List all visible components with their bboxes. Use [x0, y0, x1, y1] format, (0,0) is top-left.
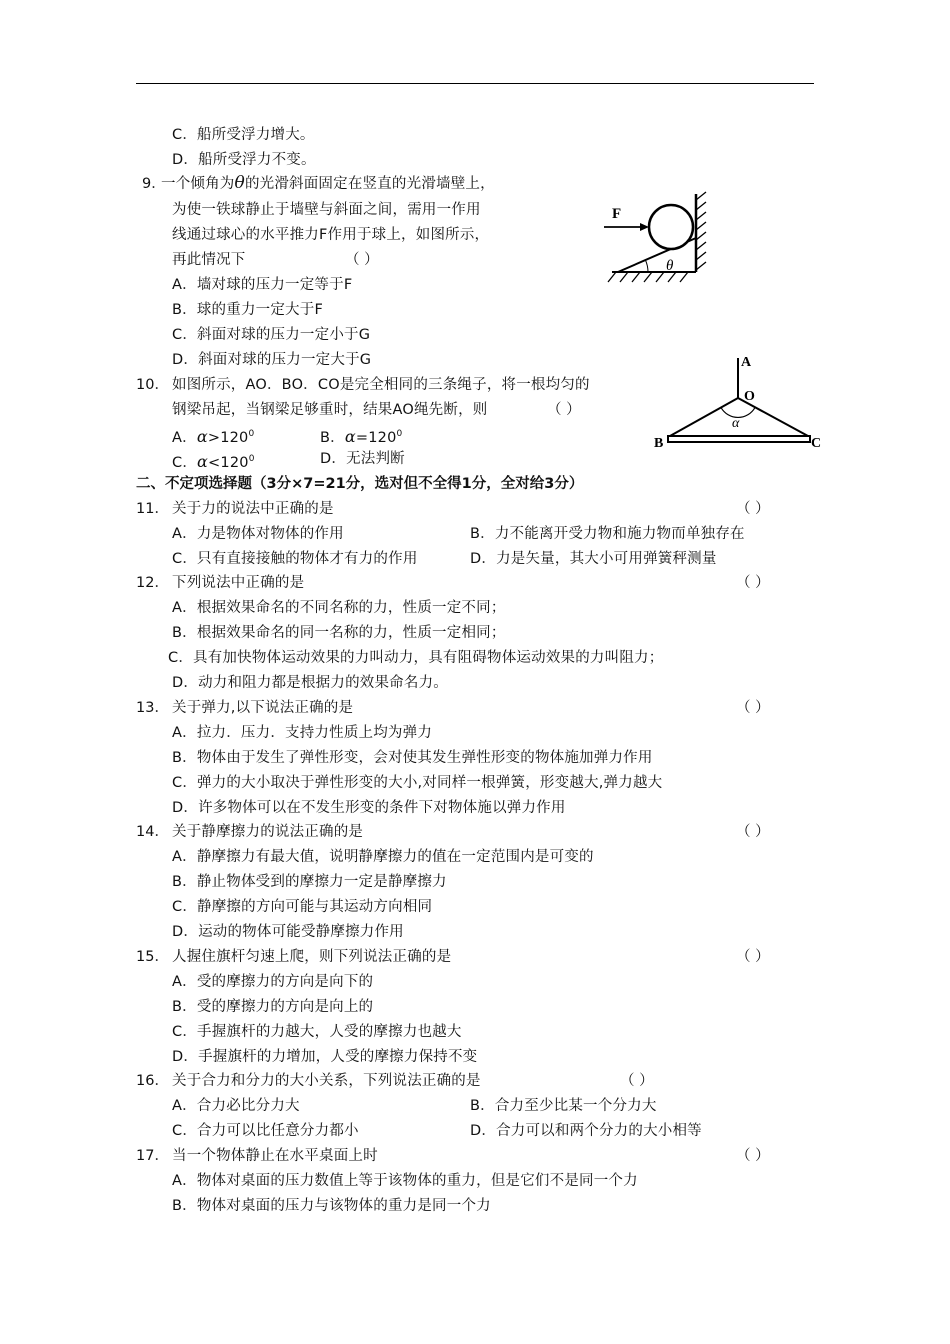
q14-option-c: C．静摩擦的方向可能与其运动方向相同 — [172, 899, 433, 915]
q9-number: 9． — [142, 176, 166, 192]
q13-answer-paren: （ ） — [736, 700, 770, 716]
q12-option-d: D．动力和阻力都是根据力的效果命名力。 — [172, 675, 448, 691]
q17-option-b: B．物体对桌面的压力与该物体的重力是同一个力 — [172, 1198, 491, 1214]
q10-option-c: C．$\alpha<120^0$ — [172, 452, 255, 471]
fig-theta-label: θ — [666, 258, 674, 274]
q9-answer-paren: （ ） — [345, 252, 379, 268]
q15-answer-paren: （ ） — [736, 949, 770, 965]
q9-option-c: C．斜面对球的压力一定小于G — [172, 327, 371, 343]
q12-option-a: A．根据效果命名的不同名称的力，性质一定不同； — [172, 600, 506, 616]
q14-option-d: D．运动的物体可能受静摩擦力作用 — [172, 924, 404, 940]
q10-option-d: D．无法判断 — [320, 451, 405, 467]
q9-stem-line1: 一个倾角为θ的光滑斜面固定在竖直的光滑墙壁上， — [161, 173, 495, 193]
q10-answer-paren: （ ） — [547, 402, 581, 418]
q10-stem-line1: 如图所示，AO．BO．CO是完全相同的三条绳子，将一根均匀的 — [172, 377, 590, 393]
q10-stem-line2: 钢梁吊起，当钢梁足够重时，结果AO绳先断，则 — [172, 402, 488, 418]
alpha-symbol: α — [197, 452, 209, 471]
q15-number: 15． — [136, 949, 169, 965]
q8-option-c: C．船所受浮力增大。 — [172, 127, 315, 143]
q11-option-a: A．力是物体对物体的作用 — [172, 526, 344, 542]
q9-option-a: A．墙对球的压力一定等于F — [172, 277, 353, 293]
q16-answer-paren: （ ） — [620, 1073, 654, 1089]
q12-option-c: C．具有加快物体运动效果的力叫动力，具有阻碍物体运动效果的力叫阻力； — [168, 650, 664, 666]
q12-option-b: B．根据效果命名的同一名称的力，性质一定相同； — [172, 625, 506, 641]
q8-option-d: D．船所受浮力不变。 — [172, 152, 316, 168]
q14-number: 14． — [136, 824, 169, 840]
q11-option-c: C．只有直接接触的物体才有力的作用 — [172, 551, 418, 567]
q11-option-b: B．力不能离开受力物和施力物而单独存在 — [470, 526, 745, 542]
q15-option-c: C．手握旗杆的力越大，人受的摩擦力也越大 — [172, 1024, 462, 1040]
q12-number: 12． — [136, 575, 169, 591]
q10-option-a: A．$\alpha>120^0$ — [172, 427, 255, 446]
fig-label-A: A — [741, 355, 752, 370]
q13-option-c: C．弹力的大小取决于弹性形变的大小,对同样一根弹簧，形变越大,弹力越大 — [172, 775, 663, 791]
q11-option-d: D．力是矢量，其大小可用弹簧秤测量 — [470, 551, 717, 567]
q16-stem: 关于合力和分力的大小关系，下列说法正确的是 — [172, 1073, 481, 1089]
q9-stem-line2: 为使一铁球静止于墙壁与斜面之间，需用一作用 — [172, 202, 481, 218]
fig-label-O: O — [744, 389, 755, 404]
q16-number: 16． — [136, 1073, 169, 1089]
q15-option-d: D．手握旗杆的力增加，人受的摩擦力保持不变 — [172, 1049, 478, 1065]
q11-number: 11． — [136, 501, 169, 517]
q14-stem: 关于静摩擦力的说法正确的是 — [172, 824, 364, 840]
header-rule — [136, 83, 814, 84]
q14-answer-paren: （ ） — [736, 824, 770, 840]
q17-stem: 当一个物体静止在水平桌面上时 — [172, 1148, 378, 1164]
q9-option-d: D．斜面对球的压力一定大于G — [172, 352, 372, 368]
q13-stem: 关于弹力,以下说法正确的是 — [172, 700, 354, 716]
fig-label-B: B — [654, 436, 664, 451]
q17-answer-paren: （ ） — [736, 1148, 770, 1164]
q9-stem-line4: 再此情况下 — [172, 252, 246, 268]
q17-option-a: A．物体对桌面的压力数值上等于该物体的重力，但是它们不是同一个力 — [172, 1173, 638, 1189]
q14-option-a: A．静摩擦力有最大值，说明静摩擦力的值在一定范围内是可变的 — [172, 849, 594, 865]
q10-option-b: B．$\alpha=120^0$ — [320, 427, 403, 446]
q16-option-c: C．合力可以比任意分力都小 — [172, 1123, 359, 1139]
alpha-symbol: α — [344, 427, 356, 446]
q13-option-b: B．物体由于发生了弹性形变，会对使其发生弹性形变的物体施加弹力作用 — [172, 750, 653, 766]
q14-option-b: B．静止物体受到的摩擦力一定是静摩擦力 — [172, 874, 447, 890]
q13-option-d: D．许多物体可以在不发生形变的条件下对物体施以弹力作用 — [172, 800, 566, 816]
q11-stem: 关于力的说法中正确的是 — [172, 501, 334, 517]
q15-option-b: B．受的摩擦力的方向是向上的 — [172, 999, 374, 1015]
q16-option-a: A．合力必比分力大 — [172, 1098, 300, 1114]
q11-answer-paren: （ ） — [736, 501, 770, 517]
fig-force-label: F — [612, 206, 622, 222]
q12-stem: 下列说法中正确的是 — [172, 575, 305, 591]
fig-label-C: C — [811, 436, 822, 451]
q16-option-b: B．合力至少比某一个分力大 — [470, 1098, 657, 1114]
q12-answer-paren: （ ） — [736, 575, 770, 591]
q17-number: 17． — [136, 1148, 169, 1164]
fig-label-alpha: α — [732, 416, 740, 431]
alpha-symbol: α — [196, 427, 208, 446]
q13-option-a: A．拉力．压力．支持力性质上均为弹力 — [172, 725, 433, 741]
q9-option-b: B．球的重力一定大于F — [172, 302, 323, 318]
q10-number: 10． — [136, 377, 169, 393]
q13-number: 13． — [136, 700, 169, 716]
q15-option-a: A．受的摩擦力的方向是向下的 — [172, 974, 374, 990]
theta-symbol: θ — [234, 173, 245, 193]
q9-incline-ball-figure — [600, 190, 720, 290]
q16-option-d: D．合力可以和两个分力的大小相等 — [470, 1123, 702, 1139]
q10-beam-rope-figure — [650, 350, 830, 455]
q9-stem-line3: 线通过球心的水平推力F作用于球上，如图所示， — [172, 227, 490, 243]
q15-stem: 人握住旗杆匀速上爬，则下列说法正确的是 — [172, 949, 452, 965]
section-2-heading: 二、不定项选择题（3分×7=21分，选对但不全得1分，全对给3分） — [136, 476, 584, 492]
